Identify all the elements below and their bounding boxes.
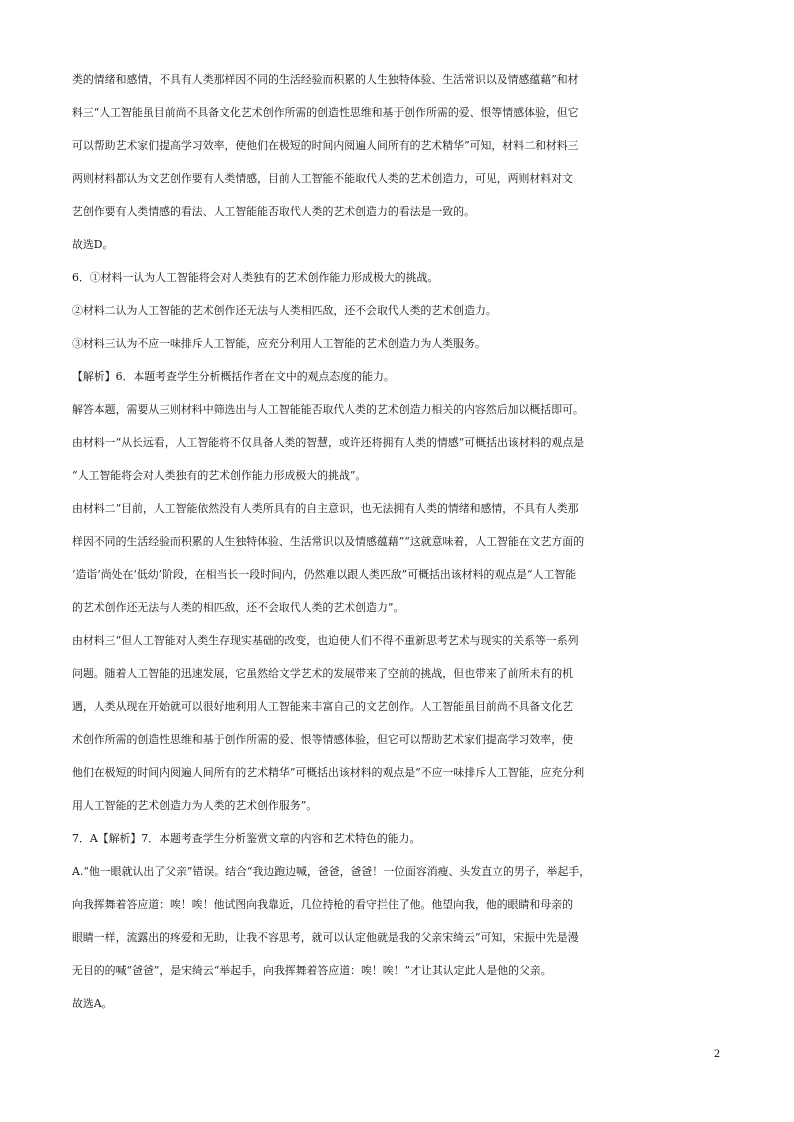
text-line: 6．①材料一认为人工智能将会对人类独有的艺术创作能力形成极大的挑战。 xyxy=(72,271,439,284)
text-line: ②材料二认为人工智能的艺术创作还无法与人类相匹敌，还不会取代人类的艺术创造力。 xyxy=(72,304,497,317)
text-line: 眼睛一样，流露出的疼爱和无助，让我不容思考，就可以认定他就是我的父亲宋绮云”可知，宋振中先是漫 xyxy=(72,931,579,944)
text-line: 可以帮助艺术家们提高学习效率，使他们在极短的时间内阅遍人间所有的艺术精华”可知，材料二和材料三 xyxy=(72,139,579,152)
text-line: 他们在极短的时间内阅遍人间所有的艺术精华”可概括出该材料的观点是“不应一味排斥人工智能，应充分利 xyxy=(72,766,585,779)
text-line: ③材料三认为不应一味排斥人工智能，应充分利用人工智能的艺术创造力为人类服务。 xyxy=(72,337,486,350)
text-line: 类的情绪和感情，不具有人类那样因不同的生活经验而积累的人生独特体验、生活常识以及情感蕴藉”和材 xyxy=(72,73,579,86)
text-line: 故选D。 xyxy=(72,238,114,251)
text-line: A.“他一眼就认出了父亲”错误。结合“我边跑边喊，爸爸，爸爸！一位面容消瘦、头发直立的男子，举起手， xyxy=(72,865,591,878)
text-line: “人工智能将会对人类独有的艺术创作能力形成极大的挑战”。 xyxy=(72,469,367,482)
text-line: 【解析】6．本题考查学生分析概括作者在文中的观点态度的能力。 xyxy=(72,370,395,383)
text-line: 两则材料都认为文艺创作要有人类情感，目前人工智能不能取代人类的艺术创造力，可见，两则材料对文 xyxy=(72,172,573,185)
text-line: 解答本题，需要从三则材料中筛选出与人工智能能否取代人类的艺术创造力相关的内容然后加以概括即可。 xyxy=(72,403,584,416)
text-line: 向我挥舞着答应道：唉！唉！他试图向我靠近，几位持枪的看守拦住了他。他望向我，他的眼睛和母亲的 xyxy=(72,898,573,911)
text-line: 问题。随着人工智能的迅速发展，它虽然给文学艺术的发展带来了空前的挑战，但也带来了前所未有的机 xyxy=(72,667,573,680)
page-number: 2 xyxy=(714,1046,720,1060)
text-line: 由材料二“目前，人工智能依然没有人类所具有的自主意识，也无法拥有人类的情绪和感情，不具有人类那 xyxy=(72,502,579,515)
text-line: 无目的的喊“爸爸”，是宋绮云“举起手，向我挥舞着答应道：唉！唉！”才让其认定此人是他的父亲。 xyxy=(72,964,552,977)
text-line: 用人工智能的艺术创造力为人类的艺术创作服务”。 xyxy=(72,799,318,812)
text-line: 的艺术创作还无法与人类的相匹敌，还不会取代人类的艺术创造力”。 xyxy=(72,601,405,614)
text-line: 术创作所需的创造性思维和基于创作所需的爱、恨等情感体验，但它可以帮助艺术家们提高学习效率，使 xyxy=(72,733,573,746)
text-line: ‘造诣’尚处在‘低幼’阶段，在相当长一段时间内，仍然难以跟人类匹敌”可概括出该材料的观点是“人工智能 xyxy=(72,568,577,581)
text-line: 由材料一“从长远看，人工智能将不仅具备人类的智慧，或许还将拥有人类的情感”可概括出该材料的观点是 xyxy=(72,436,585,449)
text-line: 由材料三“但人工智能对人类生存现实基础的改变，也迫使人们不得不重新思考艺术与现实的关系等一系列 xyxy=(72,634,579,647)
text-line: 7．A【解析】7．本题考查学生分析鉴赏文章的内容和艺术特色的能力。 xyxy=(72,832,421,845)
text-line: 遇，人类从现在开始就可以很好地利用人工智能来丰富自己的文艺创作。人工智能虽目前尚不具备文化艺 xyxy=(72,700,573,713)
document-body xyxy=(72,68,732,1025)
text-line: 样因不同的生活经验而积累的人生独特体验、生活常识以及情感蕴藉”“这就意味着，人工智能在文艺方面的 xyxy=(72,535,585,548)
text-line: 料三“人工智能虽目前尚不具备文化艺术创作所需的创造性思维和基于创作所需的爱、恨等情感体验，但它 xyxy=(72,106,579,119)
text-line: 故选A。 xyxy=(72,997,113,1010)
text-line: 艺创作要有人类情感的看法、人工智能能否取代人类的艺术创造力的看法是一致的。 xyxy=(72,205,475,218)
